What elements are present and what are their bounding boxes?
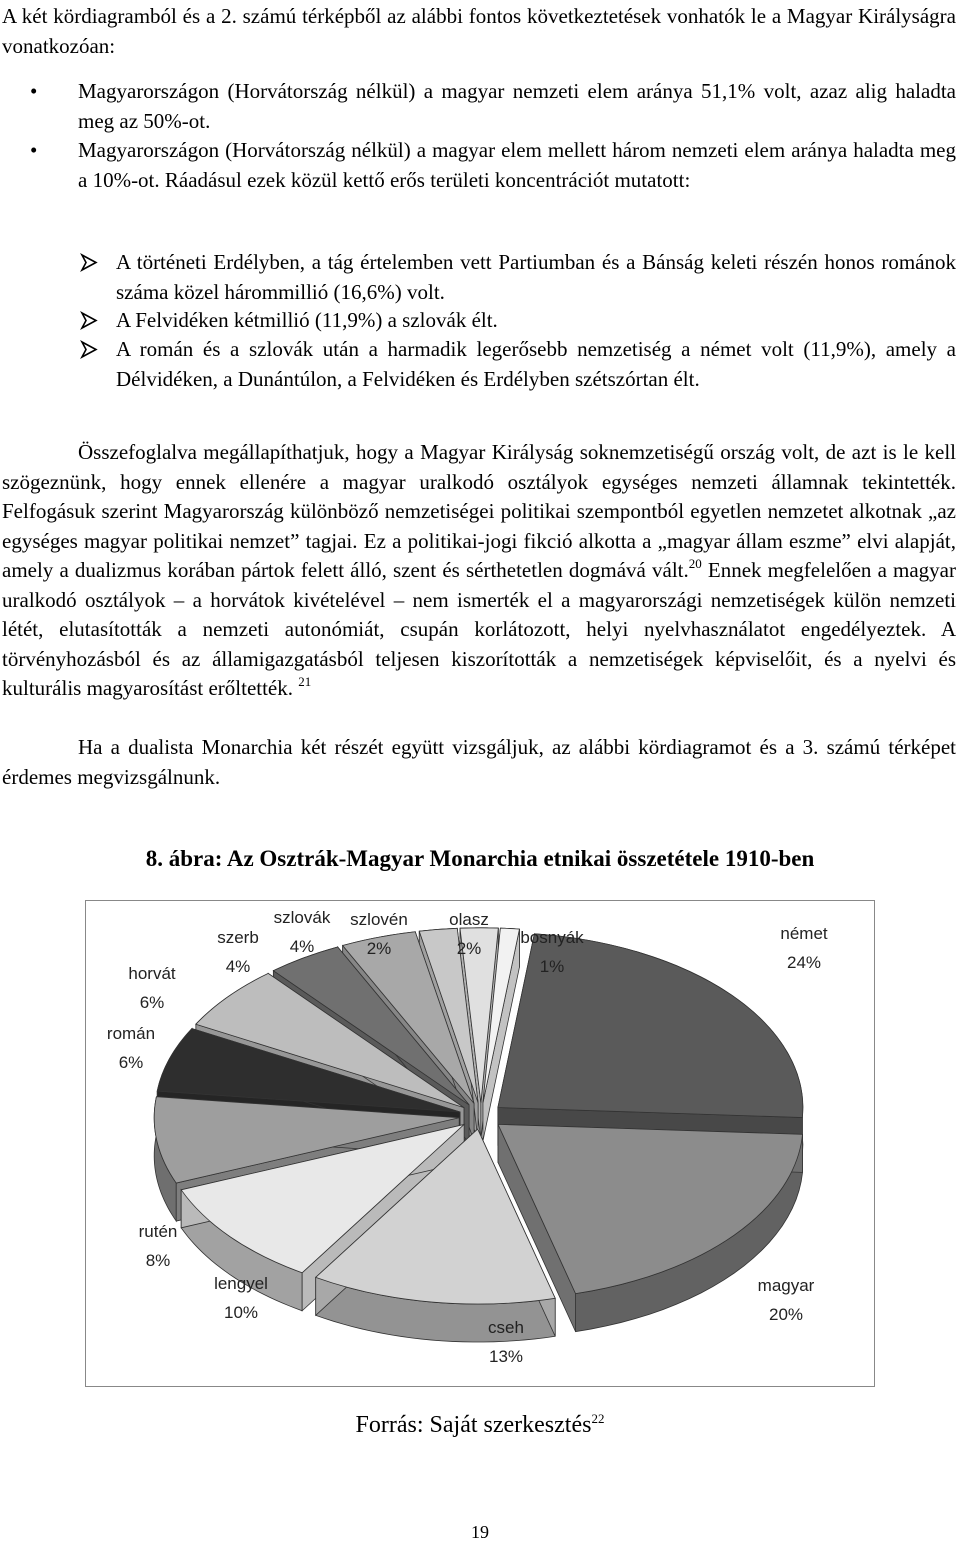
pie-chart-svg [86,901,874,1386]
figure-title: 8. ábra: Az Osztrák-Magyar Monarchia etnikai összetétele 1910-ben [145,846,815,871]
summary-text-2: Ennek megfelelően a magyar uralkodó osztályok – a horvátok kivételével – nem ismerték el a magyarországi nemzetiségek külön nemzeti létét, elutasították a nemzeti autonómiát, csupán korlátozott, helyi nyelvhasználatot engedélyeztek. A törvényhozásból és az államigazgatásból teljesen kiszorították a nemzetiségek képviselőit, és a nyelvi és kulturális magyarosítást erőltették. [2,558,956,700]
slice-label: szlovén [350,910,408,929]
bullet-dot: • [30,138,38,162]
sub-bullet-item: A történeti Erdélyben, a tág értelemben vett Partiumban és a Bánság keleti részén honos románok száma közel hárommillió (16,6%) volt. [116,250,956,304]
page-number: 19 [471,1522,489,1542]
pie-slice-magyar [498,1124,803,1293]
slice-label: cseh [488,1318,524,1337]
closing-paragraph: Ha a dualista Monarchia két részét együtt vizsgáljuk, az alábbi kördiagramot és a 3. számú térképet érdemes megvizsgálnunk. [2,735,956,789]
slice-label: román [106,1024,156,1043]
slice-label: szlovák [273,908,331,927]
bullet-dot: • [30,79,38,103]
pie-chart [85,900,875,1387]
summary-paragraph [2,438,956,704]
slice-value-label: 4% [225,957,251,976]
slice-label: magyar [757,1276,815,1295]
slice-label: horvát [128,964,176,983]
sub-bullet-item: A Felvidéken kétmillió (11,9%) a szlovák élt. [116,308,498,332]
slice-value-label: 1% [539,957,565,976]
slice-label: olasz [449,910,489,929]
intro-paragraph: A két kördiagramból és a 2. számú térképből az alábbi fontos következtetések vonhatók le a Magyar Királyságra vonatkozóan: [2,4,956,58]
source-text: Forrás: Saját szerkesztés [355,1412,592,1438]
slice-label: német [780,924,828,943]
slice-value-label: 24% [786,953,822,972]
slice-label: rutén [138,1222,178,1241]
sub-bullet-item: A román és a szlovák után a harmadik legerősebb nemzetiség a német volt (11,9%), amely a Délvidéken, a Dunántúlon, a Felvidéken és Erdélyben szétszórtan élt. [116,337,956,391]
footnote-ref: 22 [591,1411,605,1426]
slice-value-label: 13% [488,1347,524,1366]
footnote-ref: 20 [688,556,702,571]
slice-value-label: 10% [223,1303,259,1322]
arrow-bullet-icon [78,248,102,277]
slice-value-label: 6% [139,993,165,1012]
slice-value-label: 2% [366,939,392,958]
slice-value-label: 6% [118,1053,144,1072]
slice-value-label: 2% [456,939,482,958]
figure-source [0,1410,960,1440]
arrow-bullet-icon [78,335,102,364]
slice-label: bosnyák [520,928,584,947]
arrow-bullet-icon [78,306,102,335]
slice-value-label: 8% [145,1251,171,1270]
summary-text: Összefoglalva megállapíthatjuk, hogy a Magyar Királyság soknemzetiségű ország volt, de azt is le kell szögeznünk, hogy ennek ellenére a magyar uralkodó osztályok egységes nemzeti államnak tekintették. Felfogásuk szerint Magyarország különböző nemzetiségei politikai szempontból egyetlen nemzetet alkotnak „az egységes magyar politikai nemzet” tagjai. Ez a politikai-jogi fikció alkotta a „magyar állam eszme” elvi alapját, amely a dualizmus korában pártok felett álló, szent és sérthetetlen dogmává vált. [2,440,956,582]
slice-value-label: 4% [289,937,315,956]
slice-label: lengyel [214,1274,268,1293]
slice-value-label: 20% [768,1305,804,1324]
footnote-ref: 21 [298,674,312,689]
slice-label: szerb [217,928,259,947]
bullet-item: Magyarországon (Horvátország nélkül) a magyar elem mellett három nemzeti elem aránya haladta meg a 10%-ot. Ráadásul ezek közül kettő erős területi koncentrációt mutatott: [78,138,956,192]
bullet-item: Magyarországon (Horvátország nélkül) a magyar nemzeti elem aránya 51,1% volt, azaz alig haladta meg az 50%-ot. [78,79,956,133]
